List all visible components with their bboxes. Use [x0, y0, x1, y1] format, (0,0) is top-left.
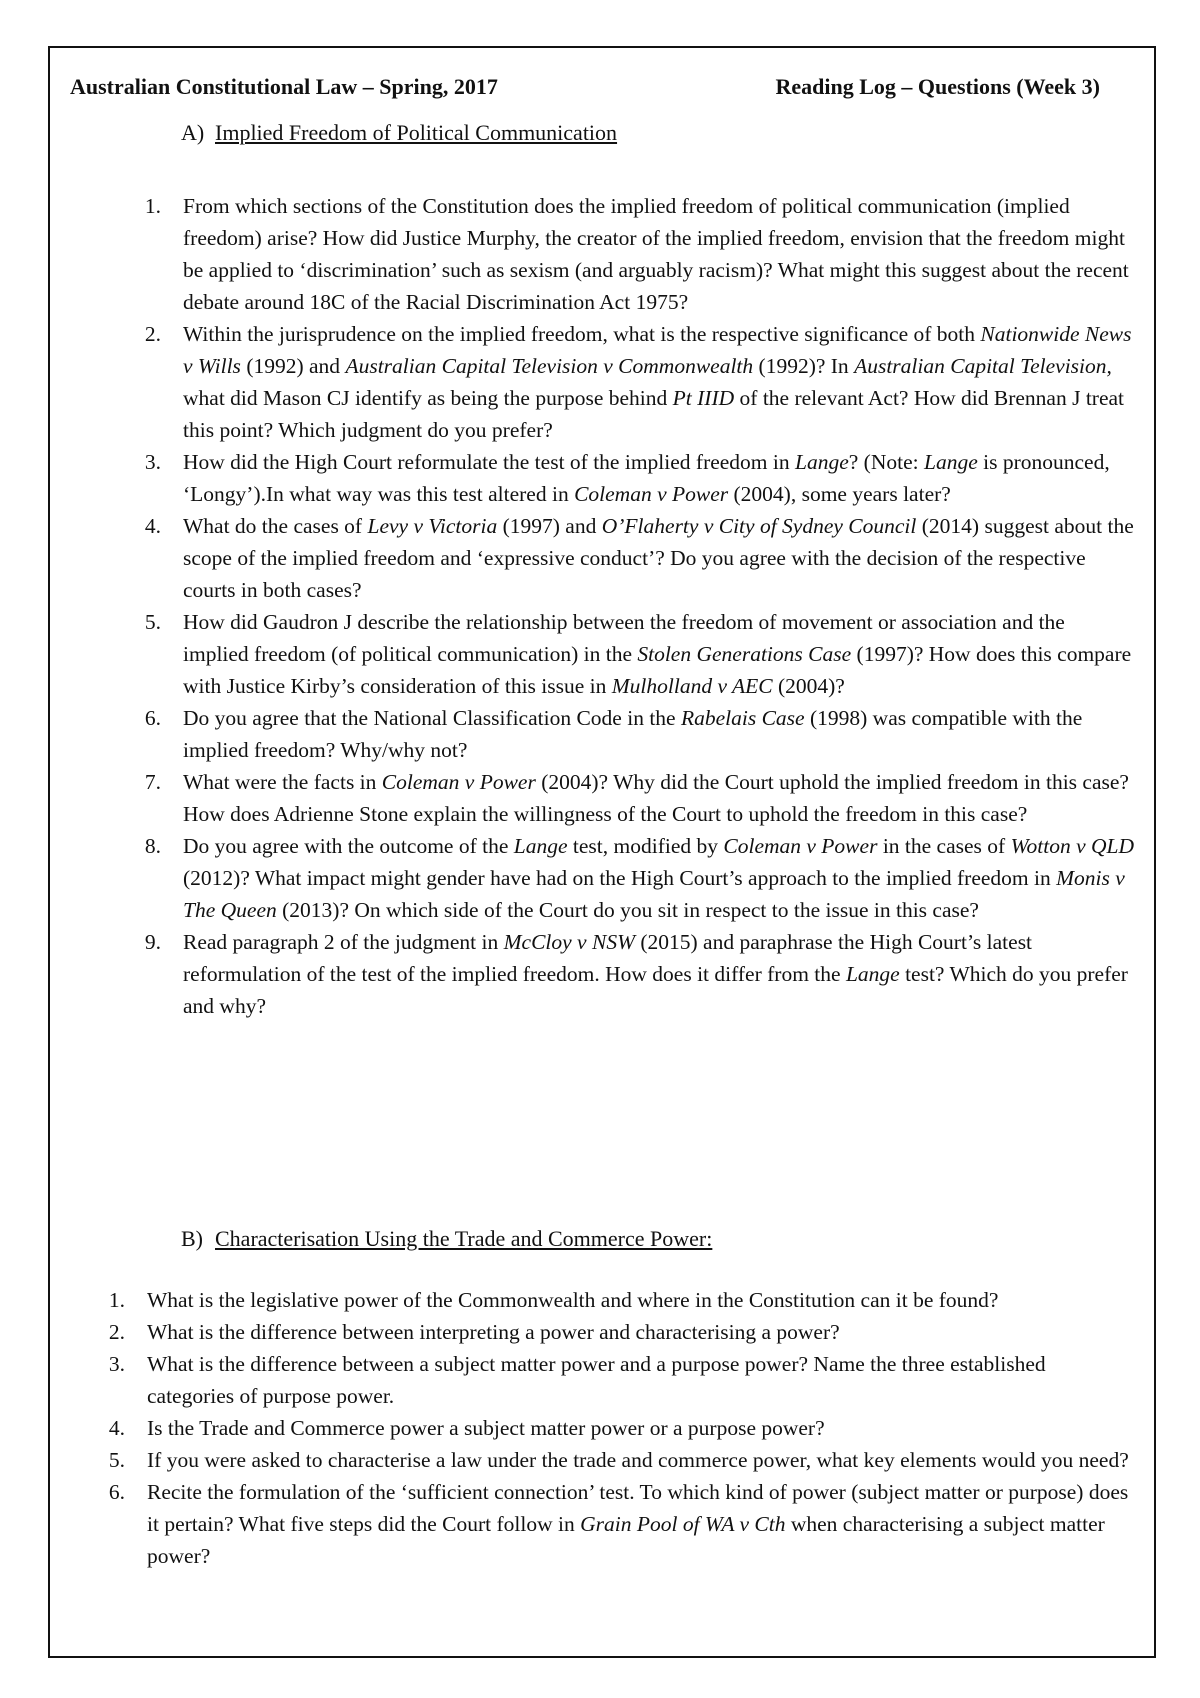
section-b-letter: B)	[181, 1226, 203, 1251]
question-number: 6.	[108, 1480, 125, 1504]
section-b-heading	[181, 1226, 712, 1252]
question-number: 5.	[144, 610, 161, 634]
question-number: 2.	[108, 1320, 125, 1344]
section-a-letter: A)	[181, 120, 205, 145]
reading-log-title: Reading Log – Questions (Week 3)	[775, 74, 1100, 99]
question-text: How did Gaudron J describe the relationship between the freedom of movement or association and the implied freedom (of political communication) in the Stolen Generations Case (1997)? How does this compare with Justice Kirby’s consideration of this issue in Mulholland v AEC (2004)?	[183, 610, 1132, 698]
section-a-heading	[181, 120, 617, 146]
section-b-question-6	[109, 1476, 1134, 1572]
section-a-question-6	[145, 702, 1135, 766]
question-number: 9.	[144, 930, 161, 954]
question-text: Do you agree with the outcome of the Lange test, modified by Coleman v Power in the cases of Wotton v QLD (2012)? What impact might gender have had on the High Court’s approach to the implied freedom in Monis v The Queen (2013)? On which side of the Court do you sit in respect to the issue in this case?	[183, 834, 1135, 922]
section-a-question-1	[145, 190, 1135, 318]
question-text: What is the difference between a subject matter power and a purpose power? Name the three established categories of purpose power.	[147, 1352, 1046, 1408]
question-number: 6.	[144, 706, 161, 730]
section-b-question-4	[109, 1412, 1134, 1444]
question-text: What is the legislative power of the Commonwealth and where in the Constitution can it be found?	[147, 1288, 999, 1312]
question-text: How did the High Court reformulate the test of the implied freedom in Lange? (Note: Lange is pronounced, ‘Longy’).In what way was this test altered in Coleman v Power (2004), some years later?	[183, 450, 1110, 506]
question-text: Recite the formulation of the ‘sufficient connection’ test. To which kind of power (subject matter or purpose) does it pertain? What five steps did the Court follow in Grain Pool of WA v Cth when characterising a subject matter power?	[147, 1480, 1129, 1568]
question-number: 4.	[144, 514, 161, 538]
section-a-question-7	[145, 766, 1135, 830]
question-number: 3.	[108, 1352, 125, 1376]
section-a-question-list	[145, 190, 1135, 1022]
question-text: What do the cases of Levy v Victoria (1997) and O’Flaherty v City of Sydney Council (2014) suggest about the scope of the implied freedom and ‘expressive conduct’? Do you agree with the decision of the respective courts in both cases?	[183, 514, 1134, 602]
section-a-question-8	[145, 830, 1135, 926]
section-a-title: Implied Freedom of Political Communication	[215, 120, 618, 145]
question-text: Read paragraph 2 of the judgment in McCloy v NSW (2015) and paraphrase the High Court’s latest reformulation of the test of the implied freedom. How does it differ from the Lange test? Which do you prefer and why?	[183, 930, 1128, 1018]
question-text: What were the facts in Coleman v Power (2004)? Why did the Court uphold the implied freedom in this case? How does Adrienne Stone explain the willingness of the Court to uphold the freedom in this case?	[183, 770, 1129, 826]
question-text: Do you agree that the National Classification Code in the Rabelais Case (1998) was compatible with the implied freedom? Why/why not?	[183, 706, 1083, 762]
section-a-question-5	[145, 606, 1135, 702]
question-number: 4.	[108, 1416, 125, 1440]
question-text: What is the difference between interpreting a power and characterising a power?	[147, 1320, 840, 1344]
question-text: If you were asked to characterise a law under the trade and commerce power, what key elements would you need?	[147, 1448, 1129, 1472]
question-text: Within the jurisprudence on the implied freedom, what is the respective significance of both Nationwide News v Wills (1992) and Australian Capital Television v Commonwealth (1992)? In Australian Capital Television, what did Mason CJ identify as being the purpose behind Pt IIID of the relevant Act? How did Brennan J treat this point? Which judgment do you prefer?	[183, 322, 1132, 442]
section-b-question-list	[109, 1284, 1134, 1572]
page-header	[70, 74, 1100, 100]
section-b-title: Characterisation Using the Trade and Commerce Power:	[215, 1226, 713, 1251]
question-text: From which sections of the Constitution does the implied freedom of political communication (implied freedom) arise? How did Justice Murphy, the creator of the implied freedom, envision that the freedom might be applied to ‘discrimination’ such as sexism (and arguably racism)? What might this suggest about the recent debate around 18C of the Racial Discrimination Act 1975?	[183, 194, 1129, 314]
question-number: 5.	[108, 1448, 125, 1472]
section-b-question-2	[109, 1316, 1134, 1348]
section-a-question-4	[145, 510, 1135, 606]
section-b-question-3	[109, 1348, 1134, 1412]
question-number: 2.	[144, 322, 161, 346]
question-number: 3.	[144, 450, 161, 474]
question-number: 1.	[108, 1288, 125, 1312]
section-a-question-3	[145, 446, 1135, 510]
section-a-question-9	[145, 926, 1135, 1022]
section-a-question-2	[145, 318, 1135, 446]
question-number: 7.	[144, 770, 161, 794]
section-b-question-5	[109, 1444, 1134, 1476]
course-title: Australian Constitutional Law – Spring, 2017	[70, 74, 498, 99]
question-number: 8.	[144, 834, 161, 858]
question-number: 1.	[144, 194, 161, 218]
section-b-question-1	[109, 1284, 1134, 1316]
question-text: Is the Trade and Commerce power a subject matter power or a purpose power?	[147, 1416, 825, 1440]
